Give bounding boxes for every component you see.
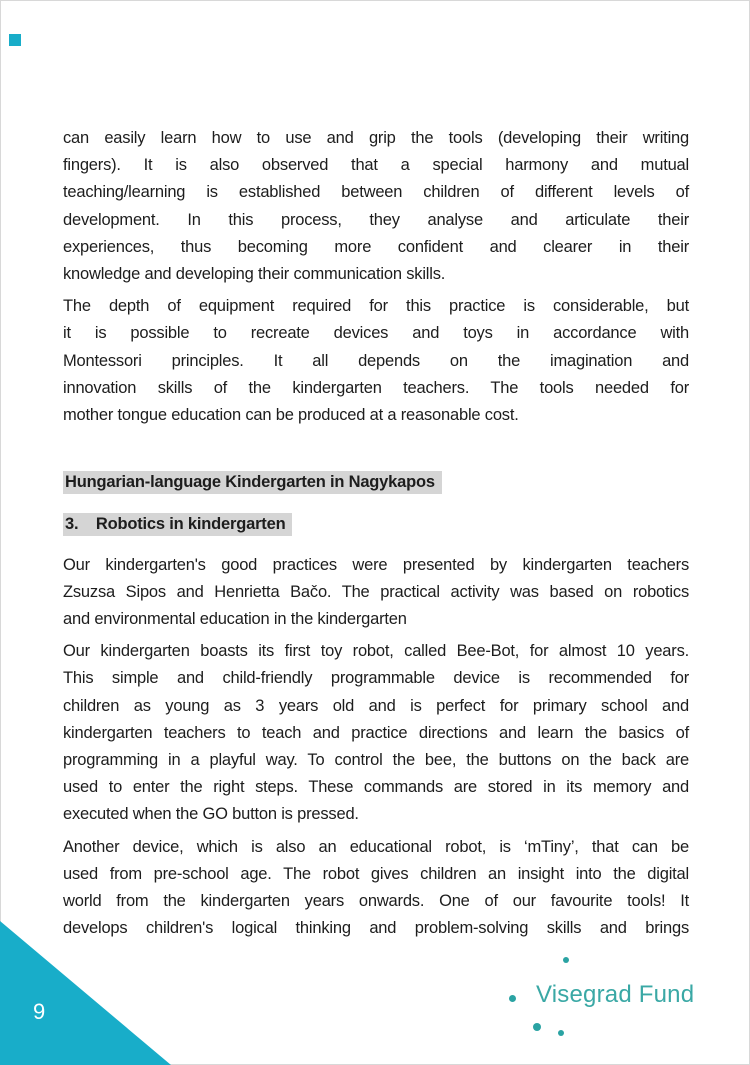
text-line: development. In this process, they analyse and articulate their [63,210,689,229]
text-line: teaching/learning is established between children of different levels of [63,183,689,202]
text-line: children as young as 3 years old and is perfect for primary school and [63,696,689,715]
logo-dot-bottom-right-icon [558,1030,564,1036]
text-line: used to enter the right steps. These commands are stored in its memory and [63,778,689,797]
text-line: kindergarten teachers to teach and practice directions and learn the basics of [63,723,689,742]
text-line: knowledge and developing their communication skills. [63,265,446,284]
text-line: executed when the GO button is pressed. [63,805,359,824]
text-line: world from the kindergarten years onwards. One of our favourite tools! It [63,892,689,911]
text-line: develops children's logical thinking and problem-solving skills and brings [63,919,689,938]
paragraph [63,552,689,634]
text-line: Zsuzsa Sipos and Henrietta Bačo. The practical activity was based on robotics [63,582,689,601]
heading-highlight: 3. Robotics in kindergarten [63,513,292,536]
logo-text: Visegrad Fund [536,981,695,1008]
logo-dot-left-icon [509,995,516,1002]
text-line: The depth of equipment required for this practice is considerable, but [63,297,689,316]
text-line: it is possible to recreate devices and toys in accordance with [63,324,689,343]
paragraph [63,125,689,288]
text-line: programming in a playful way. To control the bee, the buttons on the back are [63,751,689,770]
section-heading [63,469,689,496]
paragraph [63,293,689,429]
logo-dot-bottom-left-icon [533,1023,541,1031]
text-line: used from pre-school age. The robot gives children an insight into the digital [63,864,689,883]
heading-highlight: Hungarian-language Kindergarten in Nagykapos [63,471,442,494]
text-line: Our kindergarten boasts its first toy robot, called Bee-Bot, for almost 10 years. [63,642,689,661]
text-line: and environmental education in the kindergarten [63,610,407,629]
text-line: mother tongue education can be produced at a reasonable cost. [63,406,519,425]
text-line: experiences, thus becoming more confident and clearer in their [63,237,689,256]
document-body [63,125,689,947]
visegrad-fund-logo [500,945,710,1050]
text-line: Montessori principles. It all depends on the imagination and [63,351,689,370]
text-line: This simple and child-friendly programmable device is recommended for [63,669,689,688]
text-line: Our kindergarten's good practices were presented by kindergarten teachers [63,555,689,574]
text-line: Another device, which is also an educational robot, is ‘mTiny’, that can be [63,837,689,856]
text-line: innovation skills of the kindergarten teachers. The tools needed for [63,378,689,397]
sub-heading [63,511,689,538]
text-line: fingers). It is also observed that a special harmony and mutual [63,156,689,175]
text-line: can easily learn how to use and grip the tools (developing their writing [63,129,689,147]
corner-accent-square-icon [9,34,21,46]
paragraph [63,638,689,828]
paragraph [63,834,689,943]
page-number: 9 [33,999,46,1024]
logo-dot-top-icon [563,957,569,963]
